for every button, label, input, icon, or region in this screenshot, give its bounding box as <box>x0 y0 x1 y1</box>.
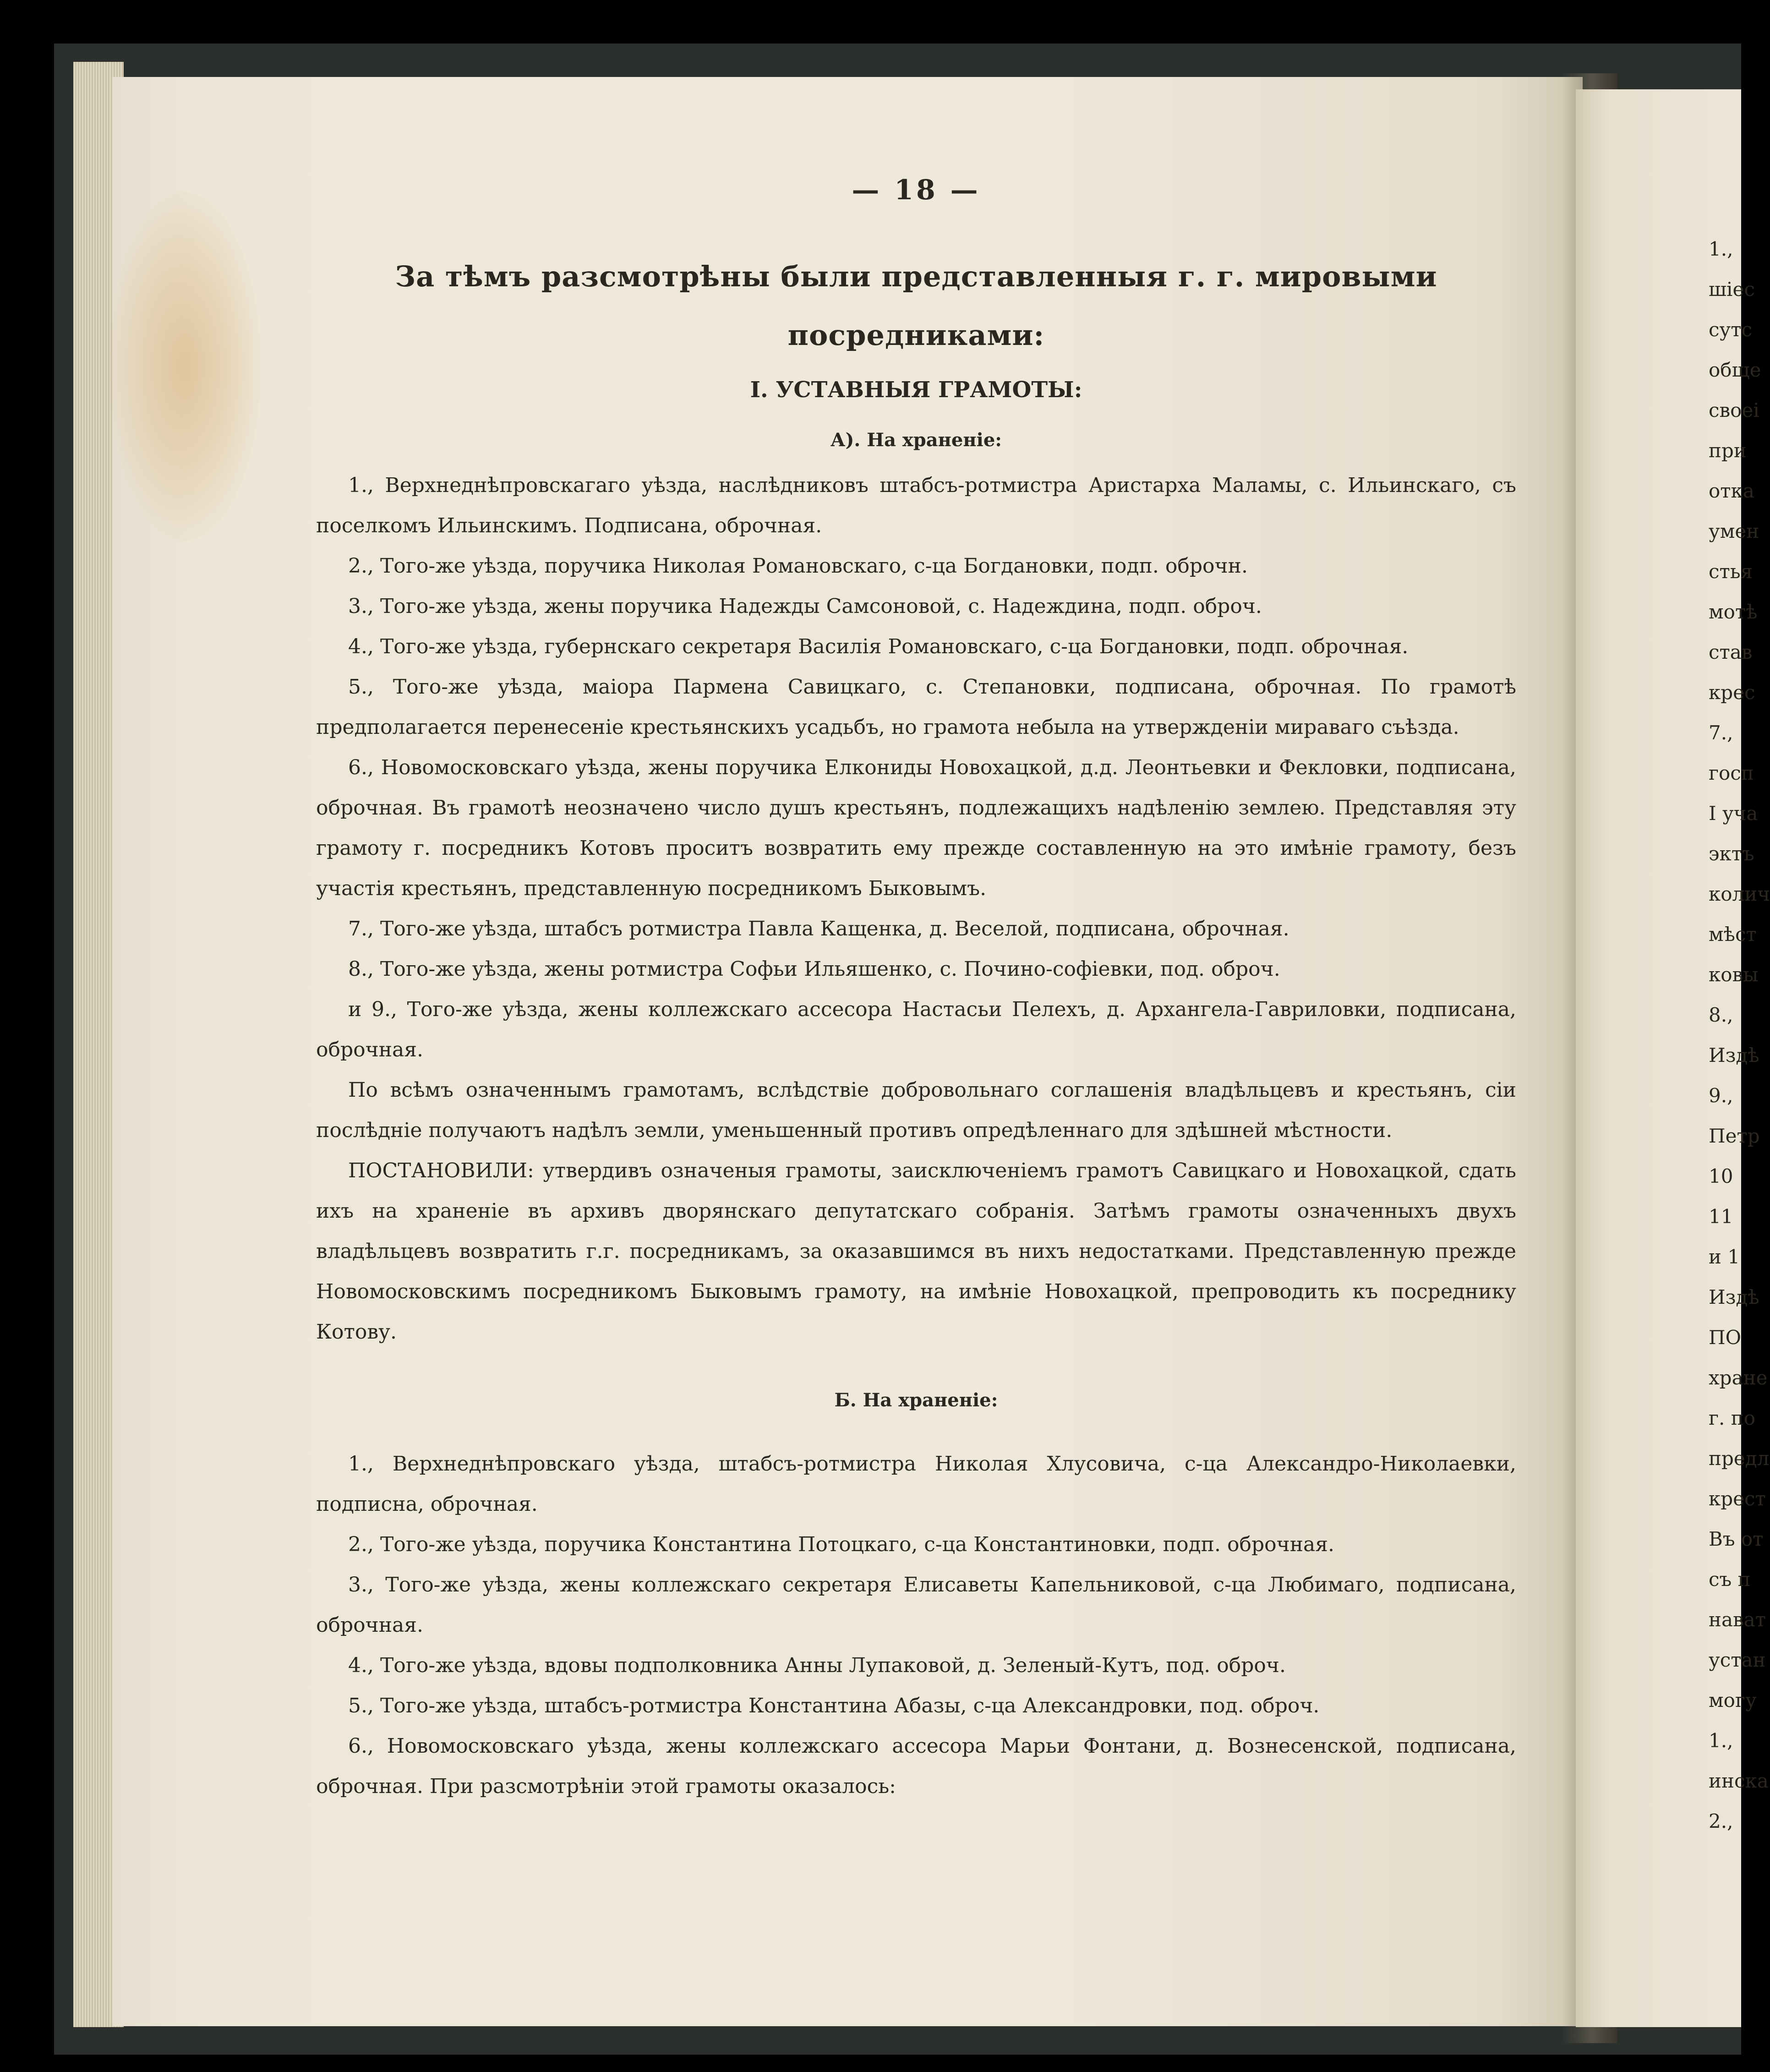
right-fragment: 2., <box>1709 1810 1733 1832</box>
right-fragment: съ п <box>1709 1568 1751 1591</box>
right-fragment: умен <box>1709 520 1759 542</box>
right-fragment: 11 <box>1709 1205 1733 1228</box>
right-fragment: обще <box>1709 359 1761 381</box>
right-fragment: 9., <box>1709 1084 1733 1107</box>
heading-line-1: За тѣмъ разсмотрѣны были представленныя г. г. мировыми <box>395 260 1437 293</box>
right-fragment: могу <box>1709 1689 1757 1711</box>
item-a-4: 4., Того-же уѣзда, губернскаго секретаря Василія Романовскаго, с-ца Богдановки, подп. оброчная. <box>348 635 1409 658</box>
subsection-b-heading: Б. На храненіе: <box>834 1389 998 1411</box>
right-fragment: 8., <box>1709 1004 1733 1026</box>
right-fragment: мотѣ <box>1709 601 1758 623</box>
item-b-5: 5., Того-же уѣзда, штабсъ-ротмистра Константина Абазы, с-ца Александровки, под. оброч. <box>348 1694 1320 1717</box>
item-b-3: 3., Того-же уѣзда, жены коллежскаго секретаря Елисаветы Капельниковой, с-ца Любимаго, подписана, оброчная. <box>316 1573 1516 1637</box>
item-a-3: 3., Того-же уѣзда, жены поручика Надежды Самсоновой, с. Надеждина, подп. оброч. <box>348 595 1262 618</box>
resolution-a: ПОСТАНОВИЛИ: утвердивъ означеныя грамоты, заисключеніемъ грамотъ Савицкаго и Новохацкой, сдать ихъ на храненіе въ архивъ дворянскаго депутатскаго собранія. Затѣмъ грамоты означенныхъ двухъ владѣльцевъ возвратить г.г. посредникамъ, за оказавшимся въ нихъ недостатками. Представленную прежде Новомосковскимъ посредникомъ Быковымъ грамоту, на имѣніе Новохацкой, препроводить къ посреднику Котову. <box>316 1159 1516 1344</box>
right-fragment: ковы <box>1709 963 1759 986</box>
right-fragment: I уча <box>1709 802 1758 825</box>
right-fragment: предл <box>1709 1447 1770 1470</box>
item-a-6: 6., Новомосковскаго уѣзда, жены поручика Елкониды Новохацкой, д.д. Леонтьевки и Фекловки, подписана, оброчная. Въ грамотѣ неозначено число душъ крестьянъ, подлежащихъ надѣленію землею. Представляя эту грамоту г. посредникъ Котовъ проситъ возвратить ему прежде составленную на это имѣніе грамоту, безъ участія крестьянъ, представленную посредникомъ Быковымъ. <box>316 756 1516 900</box>
item-b-4: 4., Того-же уѣзда, вдовы подполковника Анны Лупаковой, д. Зеленый-Кутъ, под. оброч. <box>348 1654 1286 1677</box>
right-fragment: г. по <box>1709 1407 1755 1429</box>
right-fragment: отка <box>1709 480 1754 502</box>
right-fragment: нават <box>1709 1608 1766 1631</box>
right-page-fragments <box>1709 229 1770 1842</box>
right-fragment: своеі <box>1709 399 1759 421</box>
right-fragment: крест <box>1709 1487 1766 1510</box>
right-fragment: стья <box>1709 560 1753 583</box>
right-fragment: эктъ <box>1709 842 1754 865</box>
item-a-2: 2., Того-же уѣзда, поручика Николая Романовскаго, с-ца Богдановки, подп. оброчн. <box>348 554 1248 578</box>
item-a-5: 5., Того-же уѣзда, маіора Пармена Савицкаго, с. Степановки, подписана, оброчная. По грамотѣ предполагается перенесеніе крестьянскихъ усадьбъ, но грамота небыла на утвержденіи мираваго съѣзда. <box>316 675 1516 739</box>
right-fragment: Издѣ <box>1709 1044 1759 1066</box>
paper-stain <box>110 192 261 541</box>
right-fragment: сутс <box>1709 318 1752 341</box>
right-fragment: и 1 <box>1709 1246 1740 1268</box>
item-a-7: 7., Того-же уѣзда, штабсъ ротмистра Павла Кащенка, д. Веселой, подписана, оброчная. <box>348 917 1289 940</box>
heading-line-2: посредниками: <box>787 318 1045 352</box>
item-a-1: 1., Верхнеднѣпровскагаго уѣзда, наслѣдниковъ штабсъ-ротмистра Аристарха Маламы, с. Ильинскаго, съ поселкомъ Ильинскимъ. Подписана, оброчная. <box>316 474 1516 537</box>
right-fragment: ПО <box>1709 1326 1742 1349</box>
right-fragment: 1., <box>1709 1729 1733 1752</box>
right-fragment: крес <box>1709 681 1755 704</box>
item-b-6: 6., Новомосковскаго уѣзда, жены коллежскаго ассесора Марьи Фонтани, д. Вознесенской, подписана, оброчная. При разсмотрѣніи этой грамоты оказалось: <box>316 1734 1516 1798</box>
right-fragment: Въ от <box>1709 1528 1764 1550</box>
right-fragment: устан <box>1709 1649 1766 1671</box>
right-fragment: Издѣ <box>1709 1286 1759 1308</box>
right-fragment: 1., <box>1709 238 1733 260</box>
item-a-8: 8., Того-же уѣзда, жены ротмистра Софьи Ильяшенко, с. Почино-софіевки, под. оброч. <box>348 957 1280 981</box>
right-fragment: инска <box>1709 1770 1769 1792</box>
right-fragment: хране <box>1709 1367 1768 1389</box>
right-fragment: госп <box>1709 762 1754 784</box>
item-b-1: 1., Верхнеднѣпровскаго уѣзда, штабсъ-ротмистра Николая Хлусовича, с-ца Александро-Николаевки, подписна, оброчная. <box>316 1452 1516 1516</box>
right-fragment: шіес <box>1709 278 1755 301</box>
section-heading: I. УСТАВНЫЯ ГРАМОТЫ: <box>750 377 1082 403</box>
left-page-text <box>316 169 1516 1807</box>
page-number: — 18 — <box>852 174 981 206</box>
right-fragment: став <box>1709 641 1753 663</box>
right-fragment: 10 <box>1709 1165 1733 1187</box>
summary-a: По всѣмъ означеннымъ грамотамъ, вслѣдствіе добровольнаго соглашенія владѣльцевъ и крестьянъ, сіи послѣдніе получаютъ надѣлъ земли, уменьшенный противъ опредѣленнаго для здѣшней мѣстности. <box>316 1078 1516 1142</box>
right-fragment: Петр <box>1709 1125 1760 1147</box>
right-fragment: колич <box>1709 883 1770 905</box>
right-fragment: при <box>1709 439 1747 462</box>
item-b-2: 2., Того-же уѣзда, поручика Константина Потоцкаго, с-ца Константиновки, подп. оброчная. <box>348 1533 1335 1556</box>
subsection-a-heading: А). На храненіе: <box>830 429 1002 451</box>
right-fragment: 7., <box>1709 722 1733 744</box>
item-a-9: и 9., Того-же уѣзда, жены коллежскаго ассесора Настасьи Пелехъ, д. Архангела-Гавриловки, подписана, оброчная. <box>316 998 1516 1061</box>
right-fragment: мѣст <box>1709 923 1757 946</box>
